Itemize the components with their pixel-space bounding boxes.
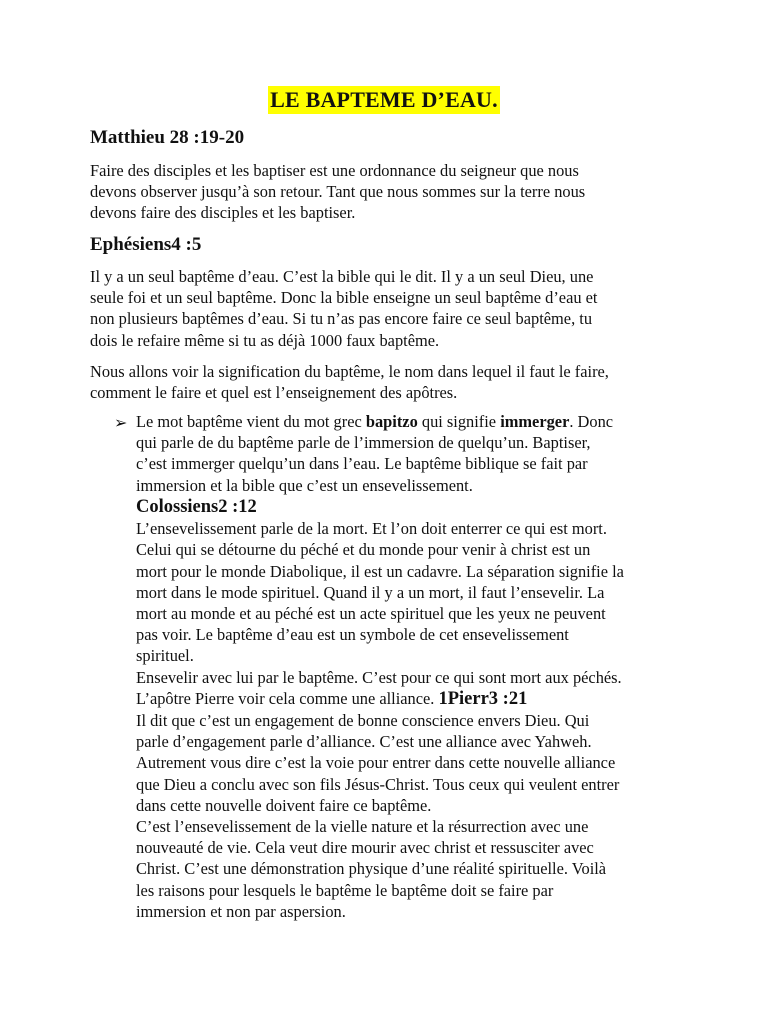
pierre-text: L’apôtre Pierre voir cela comme une alliance.: [136, 688, 439, 708]
bullet-line-mid: qui signifie: [417, 412, 501, 431]
paragraph-line: seule foi et un seul baptême. Donc la bible enseigne un seul baptême d’eau et: [90, 288, 598, 308]
paragraph-line: Ensevelir avec lui par le baptême. C’est pour ce qui sont mort aux péchés.: [136, 667, 622, 687]
title-container: [0, 86, 768, 114]
arrow-bullet-icon: ➢: [114, 413, 128, 432]
paragraph-line: Celui qui se détourne du péché et du monde pour venir à christ est un: [136, 540, 591, 560]
bullet-line-start: Le mot baptême vient du mot grec: [136, 412, 366, 431]
paragraph-line: C’est l’ensevelissement de la vielle nature et la résurrection avec une: [136, 817, 589, 837]
heading-ephesiens: Ephésiens4 :5: [90, 234, 202, 255]
bullet-text: [136, 411, 692, 496]
paragraph-line: Autrement vous dire c’est la voie pour entrer dans cette nouvelle alliance: [136, 753, 616, 773]
paragraph-line: nouveauté de vie. Cela veut dire mourir avec christ et ressusciter avec: [136, 838, 594, 858]
paragraph-line: Nous allons voir la signification du baptême, le nom dans lequel il faut le faire,: [90, 362, 609, 381]
paragraph-line: devons faire des disciples et les baptiser.: [90, 203, 356, 223]
bullet-line-end: . Donc: [569, 412, 614, 431]
paragraph-matthieu: [90, 160, 690, 224]
bullet-line: immersion et la bible que c’est un ensevelissement.: [136, 475, 473, 495]
paragraph-line: Faire des disciples et les baptiser est une ordonnance du seigneur que nous: [90, 161, 579, 180]
paragraph-intro: [90, 361, 690, 403]
greek-word: bapitzo: [365, 412, 418, 431]
colossiens-block: [136, 497, 692, 922]
bullet-line: qui parle de du baptême parle de l’immersion de quelqu’un. Baptiser,: [136, 433, 591, 453]
paragraph-line: pas voir. Le baptême d’eau est un symbole de cet ensevelissement: [136, 625, 569, 645]
paragraph-line: mort pour le monde Diabolique, il est un cadavre. La séparation signifie la: [136, 561, 624, 581]
meaning-word: immerger: [500, 412, 570, 431]
paragraph-line: Il dit que c’est un engagement de bonne conscience envers Dieu. Qui: [136, 711, 590, 731]
paragraph-line: dans cette nouvelle doivent faire ce baptême.: [136, 795, 432, 815]
paragraph-line: spirituel.: [136, 646, 194, 666]
document-title: LE BAPTEME D’EAU.: [270, 87, 498, 112]
paragraph-line: dois le refaire même si tu as déjà 1000 faux baptême.: [90, 330, 440, 350]
paragraph-line: immersion et non par aspersion.: [136, 901, 346, 921]
paragraph-line: mort au monde et au péché est un acte spirituel que les yeux ne peuvent: [136, 604, 606, 624]
paragraph-ephesiens: [90, 266, 690, 351]
paragraph-line: les raisons pour lesquels le baptême le baptême doit se faire par: [136, 880, 554, 900]
heading-colossiens: Colossiens2 :12: [136, 497, 257, 517]
heading-matthieu: Matthieu 28 :19-20: [90, 127, 245, 148]
paragraph-line: parle d’engagement parle d’alliance. C’est une alliance avec Yahweh.: [136, 732, 592, 752]
paragraph-line: mort dans le mode spirituel. Quand il y a un mort, il faut l’ensevelir. La: [136, 582, 605, 602]
paragraph-line: non plusieurs baptêmes d’eau. Si tu n’as pas encore faire ce seul baptême, tu: [90, 309, 593, 329]
paragraph-line: que Dieu a conclu avec son fils Jésus-Christ. Tous ceux qui veulent entrer: [136, 774, 620, 794]
bullet-line: [136, 411, 692, 432]
paragraph-line: Il y a un seul baptême d’eau. C’est la bible qui le dit. Il y a un seul Dieu, une: [90, 267, 594, 286]
pierre-reference: 1Pierr3 :21: [438, 688, 528, 709]
paragraph-line: Christ. C’est une démonstration physique d’une réalité spirituelle. Voilà: [136, 859, 607, 879]
paragraph-line: L’ensevelissement parle de la mort. Et l’on doit enterrer ce qui est mort.: [136, 519, 607, 539]
bullet-line: c’est immerger quelqu’un dans l’eau. Le baptême biblique se fait par: [136, 454, 588, 474]
paragraph-line: devons observer jusqu’à son retour. Tant que nous sommes sur la terre nous: [90, 182, 586, 202]
paragraph-line: [136, 688, 692, 710]
paragraph-line: comment le faire et quel est l’enseignement des apôtres.: [90, 383, 458, 403]
